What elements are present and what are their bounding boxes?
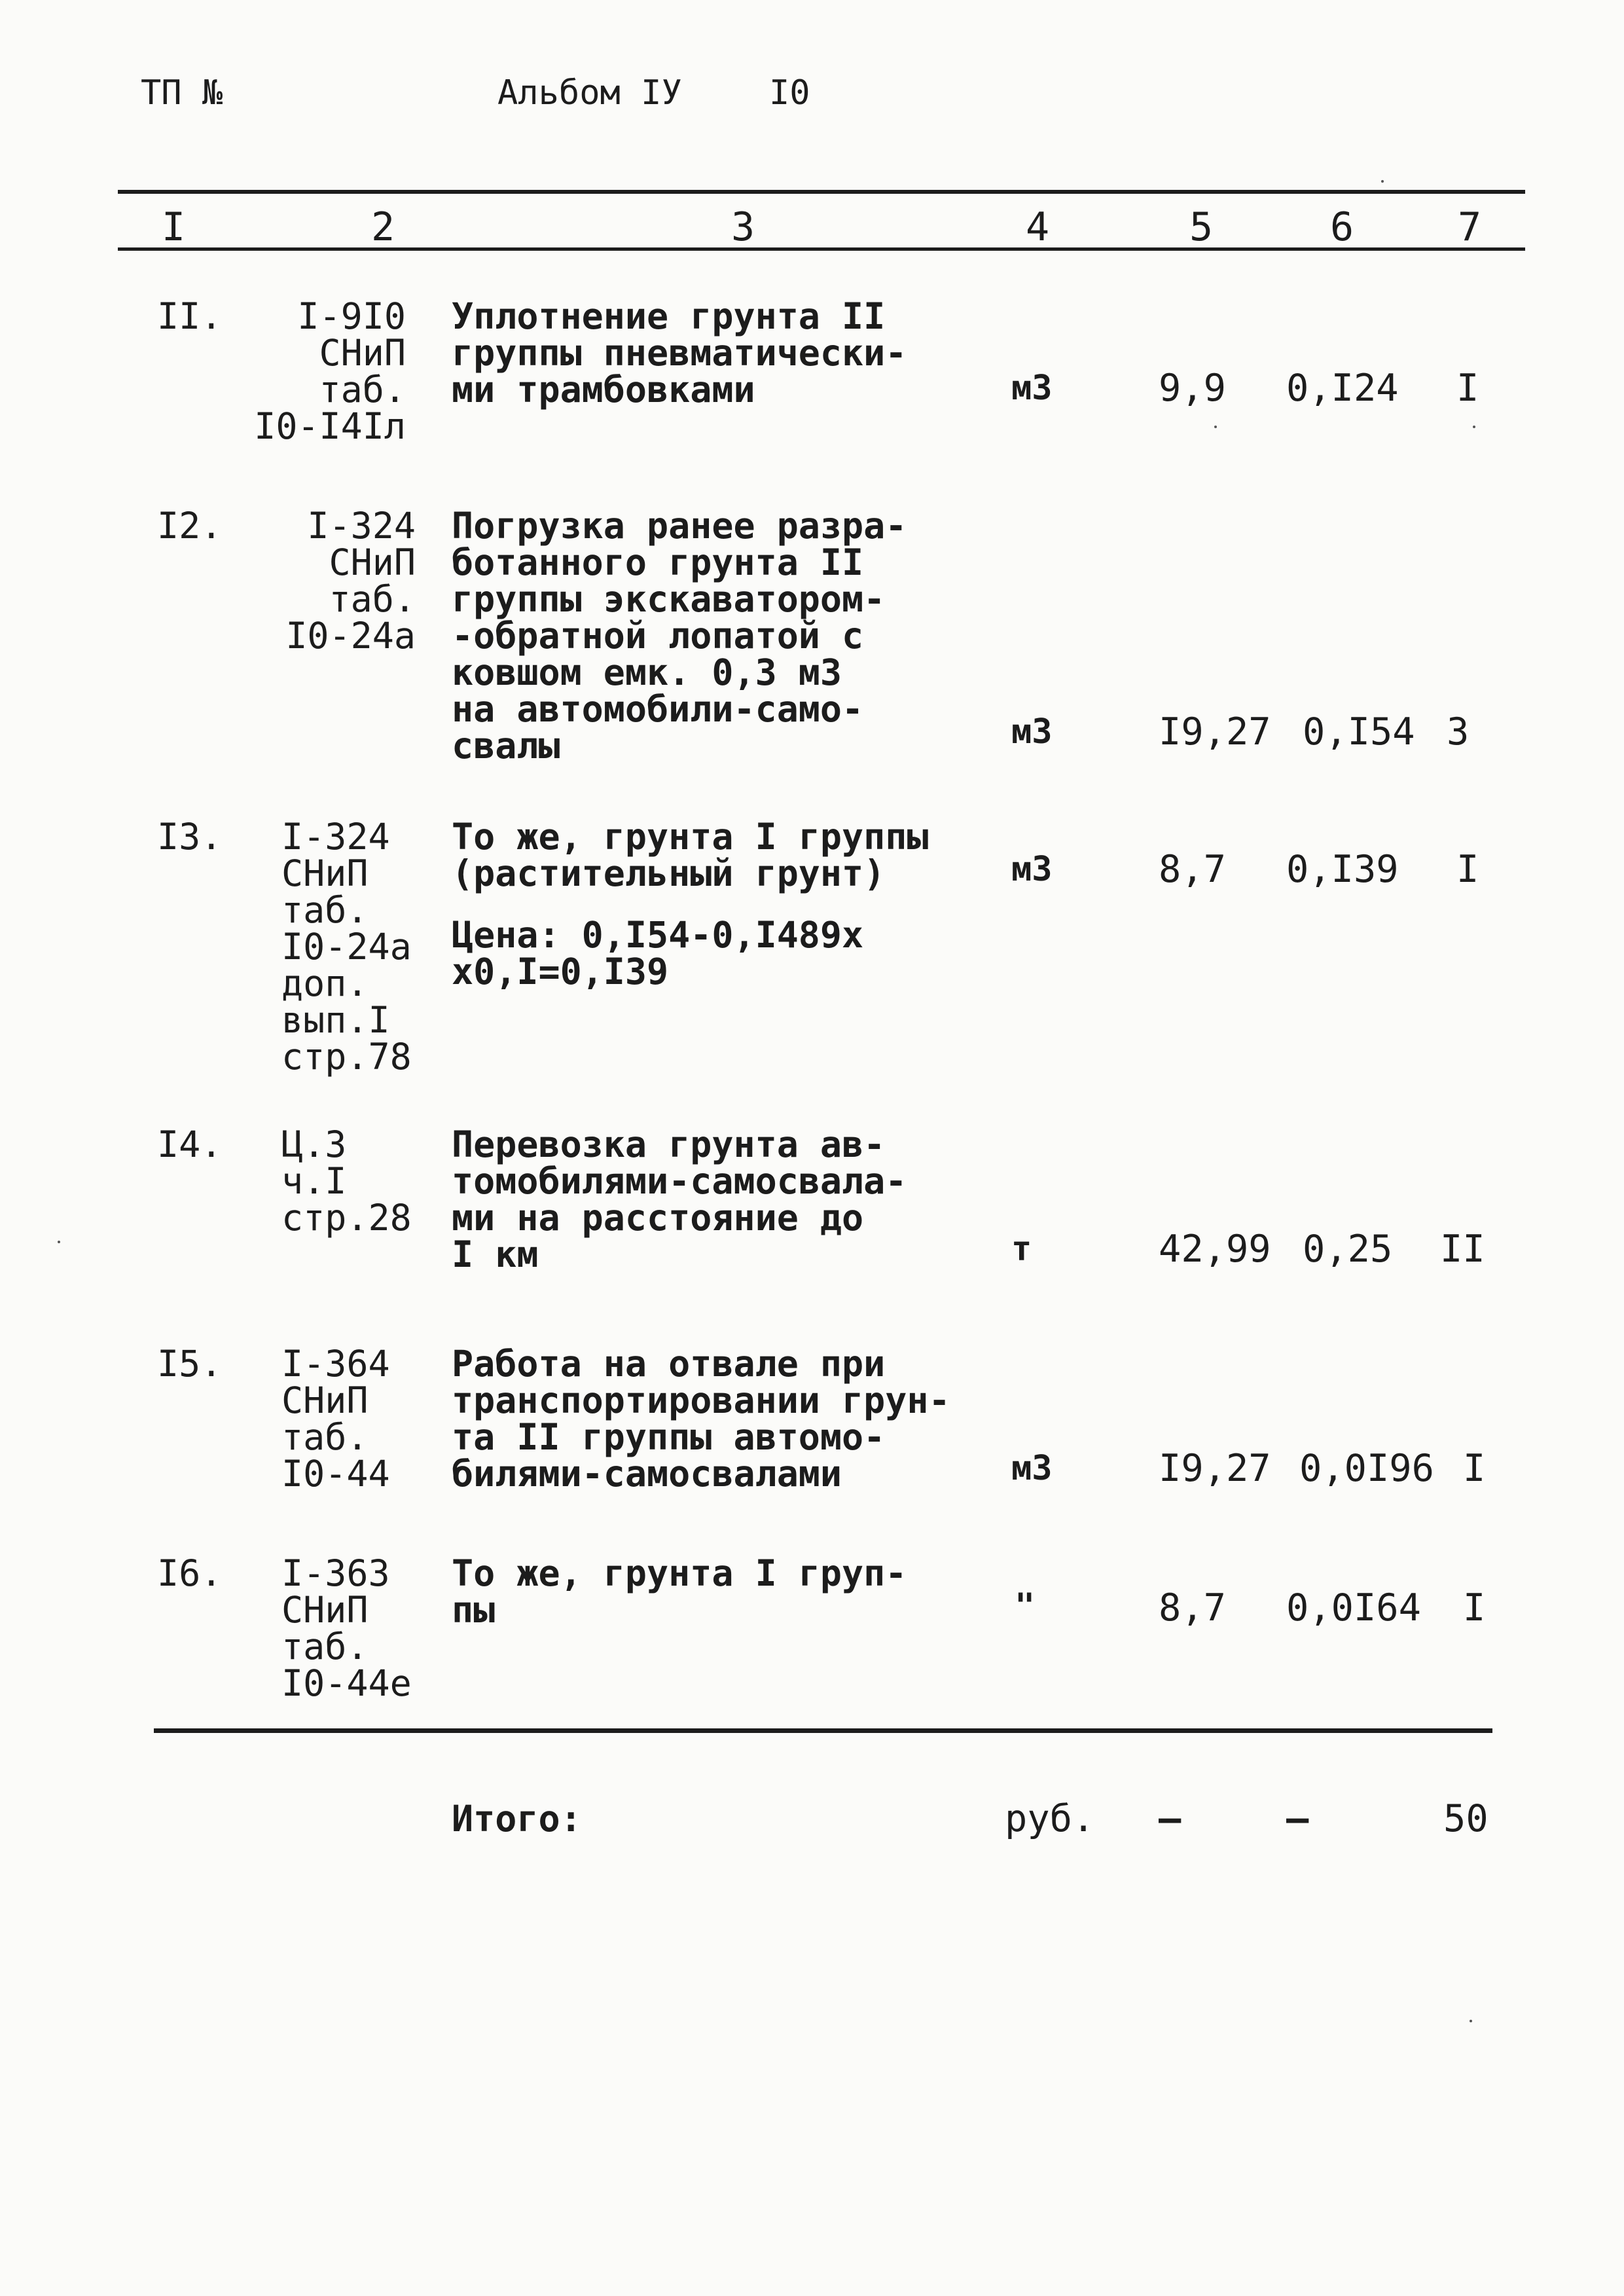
norm-reference: I-363 СНиП таб. I0-44е — [281, 1552, 412, 1704]
quantity: 42,99 — [1159, 1228, 1271, 1271]
scan-speck — [1473, 426, 1475, 428]
scan-speck — [1214, 426, 1217, 428]
column-header-1: I — [161, 204, 186, 250]
unit-price: 0,0I64 — [1286, 1586, 1421, 1630]
row-number: II. — [157, 295, 223, 337]
page-number: I0 — [769, 73, 810, 113]
scan-speck — [1470, 2020, 1472, 2022]
column-header-5: 5 — [1189, 204, 1214, 250]
summary-price: – — [1286, 1797, 1309, 1840]
scan-speck — [58, 1241, 60, 1243]
norm-reference: I-324 СНиП таб. I0-24а доп. вып.I стр.78 — [281, 816, 412, 1078]
summary-qty: – — [1159, 1797, 1182, 1840]
row-total: I — [1456, 848, 1479, 891]
quantity: 9,9 — [1159, 367, 1226, 410]
row-total: 3 — [1447, 710, 1470, 754]
unit-price: 0,I39 — [1286, 848, 1399, 891]
summary-unit: руб. — [1005, 1797, 1095, 1840]
row-total: I — [1463, 1586, 1486, 1630]
work-description: Перевозка грунта ав- томобилями-самосвала- ми на расстояние до I км — [452, 1123, 907, 1275]
unit: м3 — [1011, 712, 1053, 752]
row-number: I4. — [157, 1123, 223, 1165]
quantity: 8,7 — [1159, 1586, 1226, 1630]
top-rule — [118, 190, 1525, 194]
work-description: Работа на отвале при транспортировании грун- та II группы автомо- билями-самосвалами — [452, 1343, 950, 1495]
unit: м3 — [1011, 369, 1053, 408]
unit-price: 0,I54 — [1303, 710, 1415, 754]
row-number: I2. — [157, 505, 223, 547]
price-calculation-note: Цена: 0,I54-0,I489х х0,I=0,I39 — [452, 914, 864, 993]
work-description: Уплотнение грунта II группы пневматически- ми трамбовками — [452, 295, 907, 410]
quantity: 8,7 — [1159, 848, 1226, 891]
bottom-rule — [154, 1728, 1492, 1733]
unit: т — [1011, 1230, 1032, 1269]
row-number: I5. — [157, 1343, 223, 1385]
summary-total: 50 — [1443, 1797, 1489, 1840]
row-total: I — [1456, 367, 1479, 410]
column-header-3: 3 — [731, 204, 755, 250]
unit: м3 — [1011, 850, 1053, 889]
work-description: То же, грунта I группы (растительный грунт) — [452, 816, 929, 894]
album-title: Альбом IУ — [497, 73, 682, 113]
column-header-7: 7 — [1457, 204, 1482, 250]
row-total: II — [1440, 1228, 1485, 1271]
doc-code: ТП № — [141, 73, 223, 113]
column-header-2: 2 — [370, 204, 395, 250]
work-description: Погрузка ранее разра- ботанного грунта II группы экскаватором- -обратной лопатой с ковшом емк. 0,3 м3 на автомобили-само- свалы — [452, 505, 907, 767]
column-header-4: 4 — [1025, 204, 1050, 250]
row-number: I6. — [157, 1552, 223, 1594]
quantity: I9,27 — [1159, 1447, 1271, 1490]
row-number: I3. — [157, 816, 223, 858]
unit: м3 — [1011, 1449, 1053, 1488]
norm-reference: I-9I0 СНиП таб. I0-I4Iл — [254, 295, 406, 447]
row-total: I — [1463, 1447, 1486, 1490]
norm-reference: I-324 СНиП таб. I0-24а — [285, 505, 416, 657]
unit-price: 0,0I96 — [1299, 1447, 1434, 1490]
unit-price: 0,25 — [1303, 1228, 1393, 1271]
unit-price: 0,I24 — [1286, 367, 1399, 410]
ditto-mark: " — [1015, 1586, 1036, 1626]
quantity: I9,27 — [1159, 710, 1271, 754]
work-description: То же, грунта I груп- пы — [452, 1552, 907, 1631]
column-header-6: 6 — [1329, 204, 1354, 250]
norm-reference: I-364 СНиП таб. I0-44 — [281, 1343, 390, 1495]
scan-speck — [1381, 180, 1384, 183]
summary-label: Итого: — [452, 1798, 582, 1840]
norm-reference: Ц.3 ч.I стр.28 — [281, 1123, 412, 1239]
